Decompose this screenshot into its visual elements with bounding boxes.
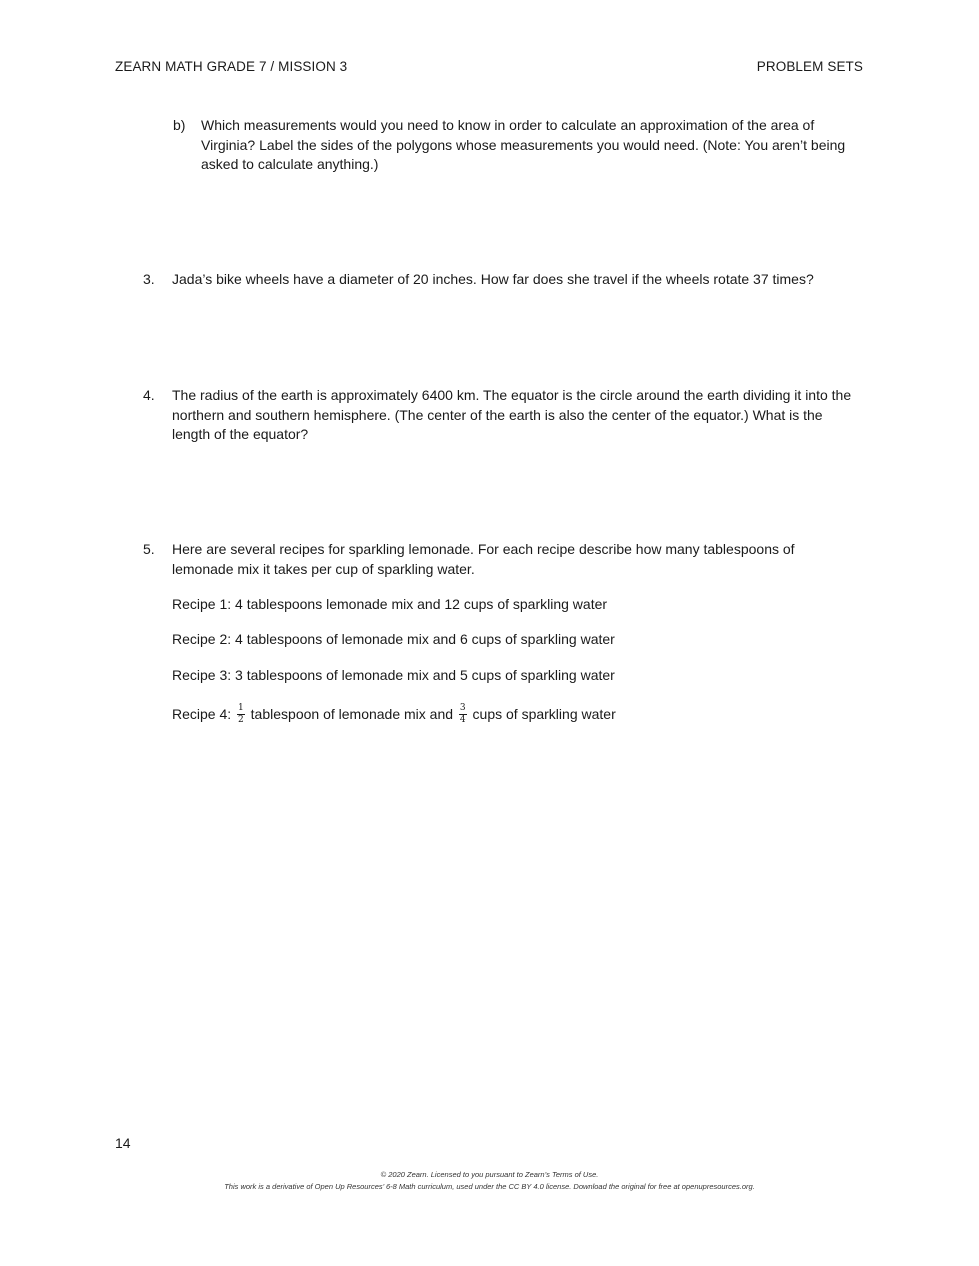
fraction-numerator: 3 bbox=[459, 703, 466, 713]
recipe-4 bbox=[172, 705, 616, 726]
question-text: Here are several recipes for sparkling lemonade. For each recipe describe how many tablespoons of lemonade mix it takes per cup of sparkling water. bbox=[172, 541, 795, 577]
question-label: b) bbox=[173, 117, 186, 133]
recipe-3: Recipe 3: 3 tablespoons of lemonade mix and 5 cups of sparkling water bbox=[172, 667, 615, 683]
fraction-three-quarters bbox=[459, 704, 467, 725]
header-section-title: PROBLEM SETS bbox=[756, 59, 863, 74]
recipe-4-prefix: Recipe 4: bbox=[172, 706, 232, 723]
footer-copyright: © 2020 Zearn. Licensed to you pursuant to Zearn’s Terms of Use. bbox=[380, 1170, 599, 1179]
question-label: 5. bbox=[143, 541, 155, 557]
question-label: 4. bbox=[143, 387, 155, 403]
fraction-numerator: 1 bbox=[238, 703, 244, 713]
question-text: Jada’s bike wheels have a diameter of 20 inches. How far does she travel if the wheels rotate 37 times? bbox=[172, 271, 814, 287]
fraction-denominator: 2 bbox=[238, 715, 244, 725]
question-label: 3. bbox=[143, 271, 155, 287]
recipe-4-middle: tablespoon of lemonade mix and bbox=[250, 706, 454, 723]
fraction-denominator: 4 bbox=[459, 715, 466, 725]
question-text: Which measurements would you need to know in order to calculate an approximation of the area of Virginia? Label the sides of the polygons whose measurements you would need. (Note: You aren’t being asked to calculate anything.) bbox=[201, 117, 846, 172]
footer-license: This work is a derivative of Open Up Resources’ 6-8 Math curriculum, used under the CC BY 4.0 license. Download the original for free at openupresources.org. bbox=[224, 1182, 755, 1191]
recipe-4-suffix: cups of sparkling water bbox=[472, 706, 616, 723]
header-course-title: ZEARN MATH GRADE 7 / MISSION 3 bbox=[115, 59, 348, 74]
question-text: The radius of the earth is approximately 6400 km. The equator is the circle around the earth dividing it into the northern and southern hemisphere. (The center of the earth is also the center of the equator.) What is the length of the equator? bbox=[172, 387, 852, 442]
fraction-one-half bbox=[237, 704, 245, 725]
page-number: 14 bbox=[115, 1135, 131, 1151]
recipe-1: Recipe 1: 4 tablespoons lemonade mix and 12 cups of sparkling water bbox=[172, 596, 608, 612]
recipe-2: Recipe 2: 4 tablespoons of lemonade mix and 6 cups of sparkling water bbox=[172, 631, 615, 647]
